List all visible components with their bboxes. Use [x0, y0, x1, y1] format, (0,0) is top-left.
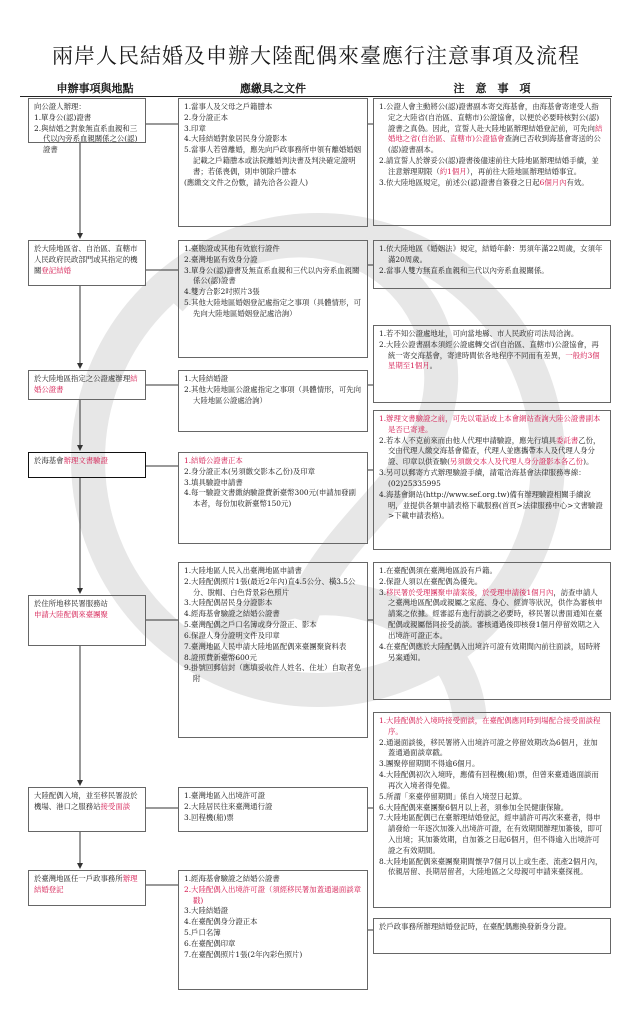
column-header-documents: 應繳具之文件 [240, 82, 306, 95]
text-line [184, 663, 362, 685]
text-line [184, 467, 362, 478]
body-text: 7.臺灣地區人民申請大陸地區配偶來臺團聚資料表 [184, 641, 347, 651]
body-text: 2.請宣誓人於辦妥公(認)證書後儘速前往大陸地區辦理結婚手續，並注意辦理期限（ [379, 156, 599, 176]
text-line [184, 802, 362, 813]
text-line [379, 770, 605, 792]
text-line [184, 178, 362, 189]
text-line [34, 456, 140, 467]
notes-box-notarization [373, 325, 611, 403]
body-text: 2.身分證正本(另須繳交影本乙份)及印章 [184, 466, 316, 476]
text-line [379, 588, 605, 642]
text-line [184, 255, 362, 266]
body-text: 。 [429, 361, 438, 371]
text-line [184, 917, 362, 928]
text-line [184, 478, 362, 489]
text-line [34, 244, 140, 276]
text-line [184, 791, 362, 802]
body-text: 1.臺灣地區入出境許可證 [184, 791, 265, 800]
documents-box-reunion [178, 562, 368, 738]
notes-box-notary [373, 98, 611, 226]
text-line [184, 598, 362, 609]
body-text: 3.回程機(船)票 [184, 812, 234, 822]
highlight-text: 申請大陸配偶來臺團聚 [34, 609, 108, 619]
body-text: 6.在臺配偶印章 [184, 938, 236, 948]
text-line [379, 813, 605, 856]
step-box-notarization [28, 370, 146, 400]
text-line [379, 857, 605, 879]
text-line [34, 599, 140, 610]
text-line [379, 922, 605, 933]
step-box-notary [28, 98, 146, 155]
text-line [184, 631, 362, 642]
text-line [184, 385, 362, 407]
body-text: 1.臺胞證或其他有效旅行證件 [184, 244, 280, 253]
text-line [379, 178, 605, 189]
text-line [184, 906, 362, 917]
documents-box-verification [178, 452, 368, 544]
body-text: 3.另可以郵寄方式辦理驗證手續，請電洽海基會法律服務專線：(02)25335995 [379, 468, 586, 488]
text-line [379, 340, 605, 372]
body-text: 1.依大陸地區《婚姻法》規定，結婚年齡：男須年滿22周歲，女須年滿20周歲。 [379, 244, 603, 264]
body-text: (應繳交文件之份數，請先洽各公證人) [184, 177, 309, 187]
step-box-interview [28, 787, 146, 832]
body-text: 於大陸地區省、自治區、直轄市人民政府民政部門或其指定的機關 [34, 244, 138, 275]
text-line [184, 102, 362, 113]
documents-box-household [178, 870, 368, 990]
text-line [184, 298, 362, 320]
body-text: 2.通過面談後，移民署將入出境許可證之停留效期改為6個月，並加蓋通過面談章戳。 [379, 737, 598, 758]
text-line [379, 244, 605, 266]
body-text: 4.經海基會驗證之結婚公證書 [184, 609, 280, 619]
text-line [379, 642, 605, 664]
page-title: 兩岸人民結婚及申辦大陸配偶來臺應行注意事項及流程 [52, 44, 580, 68]
text-line [379, 414, 605, 436]
body-text: 4.在臺配偶身分證正本 [184, 917, 258, 927]
text-line [184, 566, 362, 577]
text-line [184, 885, 362, 907]
body-text: 8.證照費新臺幣600元 [184, 652, 257, 662]
text-line [379, 468, 605, 490]
body-text: 3.大陸配偶居民身分證影本 [184, 598, 273, 608]
body-text: 4.雙方合影2吋照片3張 [184, 287, 260, 297]
body-text: 2.大陸居民往來臺灣通行證 [184, 801, 273, 811]
text-line [184, 620, 362, 631]
highlight-text: 接受面談 [100, 801, 131, 811]
highlight-text: 辦理結婚登記 [34, 874, 138, 894]
text-line [379, 759, 605, 770]
text-line [379, 792, 605, 803]
body-text: 向公證人辦理： [34, 102, 86, 111]
body-text: 有效。 [566, 177, 589, 187]
body-text: 3.依大陸地區規定，前述公(認)證書自簽發之日起 [379, 177, 540, 187]
text-line [184, 134, 362, 145]
highlight-text: 1.結婚公證書正本 [184, 456, 243, 465]
text-line [34, 124, 140, 156]
body-text: 2.身分證正本 [184, 112, 229, 122]
body-text: 2.當事人雙方無直系血親和三代以內旁系血親關係。 [379, 265, 549, 275]
body-text: 5.戶口名簿 [184, 928, 221, 938]
highlight-text: 結婚公證書 [34, 374, 138, 394]
text-line [379, 102, 605, 156]
column-header-items: 申辦事項與地點 [56, 82, 134, 95]
highlight-text: 6個月內 [539, 177, 567, 187]
text-line [34, 874, 140, 896]
body-text: 於海基會 [34, 456, 64, 465]
highlight-text: 一般約3個星期至1個月 [388, 350, 600, 371]
body-text: 1.經海基會驗證之結婚公證書 [184, 874, 280, 883]
body-text: 2.其他大陸地區公證處指定之事項（具體情形，可先向大陸地區公證處洽詢） [184, 384, 362, 405]
header-divider [20, 96, 612, 97]
body-text: 8.大陸地區配偶來臺團聚期間懷孕7個月以上或生產、流產2個月內，依親居留、長期居留者，大陸地區之父母親可申請來臺探視。 [379, 856, 603, 877]
step-box-reunion-application [28, 595, 146, 646]
body-text: 6.保證人身分證明文件及印章 [184, 630, 280, 640]
body-text: 5.臺灣配偶之戶口名簿或身分證正、影本 [184, 620, 317, 630]
body-text: 1.公證人會主動將公(認)證書副本寄交海基會，由海基會寄達受人指定之大陸省(自治區、直轄市)公證協會，以便於必要時核對公(認)證書之真偽。因此，宣誓人赴大陸地區辦理結婚登記前，可先向 [379, 102, 600, 133]
text-line [184, 874, 362, 885]
body-text: 於住所地移民署服務站 [34, 599, 108, 608]
body-text: 3. [379, 587, 387, 597]
body-text: 2.與結婚之對象無直系血親和三代以內旁系血親關係之公(認)證書 [34, 123, 138, 155]
text-line [184, 124, 362, 135]
highlight-text: 結婚地之省(自治區、直轄市)公證協會 [388, 123, 603, 144]
text-line [184, 577, 362, 599]
body-text: 4.在臺配偶應於大陸配偶入出境許可證有效期間內前往面談，屆時將另案通知。 [379, 641, 601, 662]
body-text: 6.大陸配偶來臺團聚6個月以上者，須參加全民健康保險。 [379, 802, 569, 812]
body-text: 7.在臺配偶照片1張(2年內彩色照片) [184, 949, 303, 959]
body-text: 5.所謂「來臺停留期間」係自入境翌日起算。 [379, 791, 527, 801]
body-text: 1.在臺配偶須在臺灣地區設有戶籍。 [379, 566, 497, 575]
body-text: 4.海基會網站(http://www.sef.org.tw)備有辦理驗證相關手續說明，並提供各類申請表格下載服務(首頁>法律服務中心>文書驗證>下載申請表格)。 [379, 489, 603, 521]
body-text: 1.當事人及父母之戶籍謄本 [184, 102, 273, 111]
text-line [184, 609, 362, 620]
text-line [379, 156, 605, 178]
body-text: 1.單身公(認)證書 [34, 112, 92, 122]
body-text: 於大陸地區指定之公證處辦理 [34, 374, 131, 383]
text-line [34, 610, 140, 621]
notes-box-verification [373, 410, 611, 550]
text-line [379, 577, 605, 588]
highlight-text: 移民署於受理團聚申請案後，於受理申請後1個月內 [386, 587, 554, 597]
body-text: 2.臺灣地區有效身分證 [184, 254, 258, 264]
text-line [184, 950, 362, 961]
body-text: 1.若不知公證處地址，可向當地縣、市人民政府司法局洽詢。 [379, 329, 579, 338]
step-box-marriage-registration [28, 240, 146, 286]
text-line [379, 803, 605, 814]
body-text: 1.大陸結婚證 [184, 374, 229, 383]
text-line [184, 266, 362, 288]
body-text: 查詢已否收到海基會寄送的公(認)證書副本。 [388, 134, 601, 155]
notes-box-interview [373, 712, 611, 908]
highlight-text: 2.大陸配偶入出境許可證（須經移民署加蓋通過面談章戳) [184, 884, 362, 905]
text-line [34, 791, 140, 813]
body-text: 4.大陸結婚對象居民身分證影本 [184, 134, 288, 144]
text-line [379, 566, 605, 577]
body-text: 大陸配偶入境，並至移民署設於機場、港口之服務站 [34, 791, 138, 811]
body-text: 2.若本人不克前來而由他人代理申請驗證，應先行填具 [379, 435, 557, 445]
body-text: 2.保證人須以在臺配偶為優先。 [379, 576, 483, 586]
body-text: 於臺灣地區任一戶政事務所 [34, 874, 123, 883]
documents-box-notary [178, 98, 368, 227]
text-line [34, 374, 140, 396]
notes-box-household [373, 918, 611, 954]
text-line [184, 488, 362, 510]
body-text: 3.印章 [184, 123, 206, 133]
highlight-text: 約1個月 [439, 166, 467, 176]
text-line [379, 490, 605, 522]
body-text: 乙份，交由代理人繳交海基會備查，代理人並應攜帶本人及代理人身分證、印章以供查驗( [388, 435, 601, 467]
text-line [184, 287, 362, 298]
body-text: 4.每一驗證文書繳納驗證費新臺幣300元(申請加發副本者，每份加收新臺幣150元) [184, 488, 356, 509]
text-line [184, 456, 362, 467]
text-line [34, 102, 140, 113]
body-text: 7.大陸地區配偶已在臺辦理結婚登記，經申請許可再次來臺者，得申請發給一年逐次加簽入出境許可證，在有效期間辦理加簽後，即可入出境；其加簽效期，自加簽之日起6個月，但不得逾入出境許可證之有效期間。 [379, 813, 603, 855]
highlight-text: 另須繳交本人及代理人身分證影本各乙份 [450, 457, 584, 467]
highlight-text: 登記結婚 [41, 265, 71, 275]
step-box-document-verification [28, 452, 146, 478]
body-text: 3.團聚停留期間不得逾6個月。 [379, 759, 480, 769]
body-text: 5.其他大陸地區婚姻登記處指定之事項（具體情形，可先向大陸地區婚姻登記處洽詢） [184, 298, 362, 318]
highlight-text: 1.辦理文書驗證之前，可先以電話或上本會網站查詢大陸公證書副本是否已寄達。 [379, 414, 601, 434]
text-line [34, 113, 140, 124]
step-box-household-registration [28, 870, 146, 906]
documents-box-notarization [178, 370, 368, 432]
body-text: 2.大陸公證書副本須經公證處轉交省(自治區、直轄市)公證協會，再統一寄交海基會，寄達時間依各地程序不同而有差異， [379, 339, 599, 360]
text-line [184, 113, 362, 124]
text-line [184, 813, 362, 824]
body-text: 9.掛號回郵信封（應填妥收件人姓名、住址）自取者免附 [184, 663, 362, 684]
body-text: 3.填具驗證申請書 [184, 477, 243, 487]
body-text: 3.大陸結婚證 [184, 906, 229, 916]
text-line [379, 716, 605, 738]
body-text: 於戶政事務所辦理結婚登記時，在臺配偶應換發新身分證。 [379, 922, 572, 931]
body-text: 1.大陸地區人民入出臺灣地區申請書 [184, 566, 302, 575]
text-line [184, 653, 362, 664]
notes-box-marriage-registration [373, 240, 611, 289]
text-line [379, 738, 605, 760]
text-line [184, 928, 362, 939]
notes-box-reunion [373, 562, 611, 700]
column-header-notes: 注 意 事 項 [453, 82, 531, 95]
highlight-text: 1.大陸配偶於入境時接受面談，在臺配偶應同時到場配合接受面談程序。 [379, 716, 601, 736]
text-line [379, 266, 605, 277]
text-line [184, 374, 362, 385]
highlight-text: 辦理文書驗證 [63, 456, 108, 465]
documents-box-marriage-registration [178, 240, 368, 358]
body-text: 2.大陸配偶照片1張(最近2年內)直4.5公分、橫3.5公分、脫帽、白色背景彩色照片 [184, 576, 356, 597]
body-text: ，訪查申請人之臺灣地區配偶或親屬之家庭、身心、經濟等狀況，供作為審核申請案之依據。經審認有進行訪談之必要時，移民署以書面通知在臺配偶或親屬偕同接受訪談。審核通過後即核發1個月停留效期之入出境許可證正本。 [388, 587, 603, 640]
text-line [379, 329, 605, 340]
text-line [184, 939, 362, 950]
text-line [184, 244, 362, 255]
body-text: )。 [583, 457, 594, 467]
documents-box-interview [178, 787, 368, 832]
text-line [379, 436, 605, 468]
body-text: 5.當事人若曾離婚，應先向戶政事務所申領有離婚婚姻記載之戶籍謄本或法院離婚判決書及判決確定證明書；若係喪偶，則申領除戶謄本 [184, 145, 362, 176]
body-text: 4.大陸配偶初次入境時，應備有回程機(船)票，但曾來臺通過面談而再次入境者得免備。 [379, 770, 599, 790]
body-text: ），再前往大陸地區辦理結婚事宜。 [466, 166, 582, 176]
body-text: 3.單身公(認)證書及無直系血親和三代以內旁系血親關係公(認)證書 [184, 265, 360, 286]
text-line [184, 145, 362, 177]
text-line [184, 642, 362, 653]
highlight-text: 委託書 [556, 435, 579, 445]
